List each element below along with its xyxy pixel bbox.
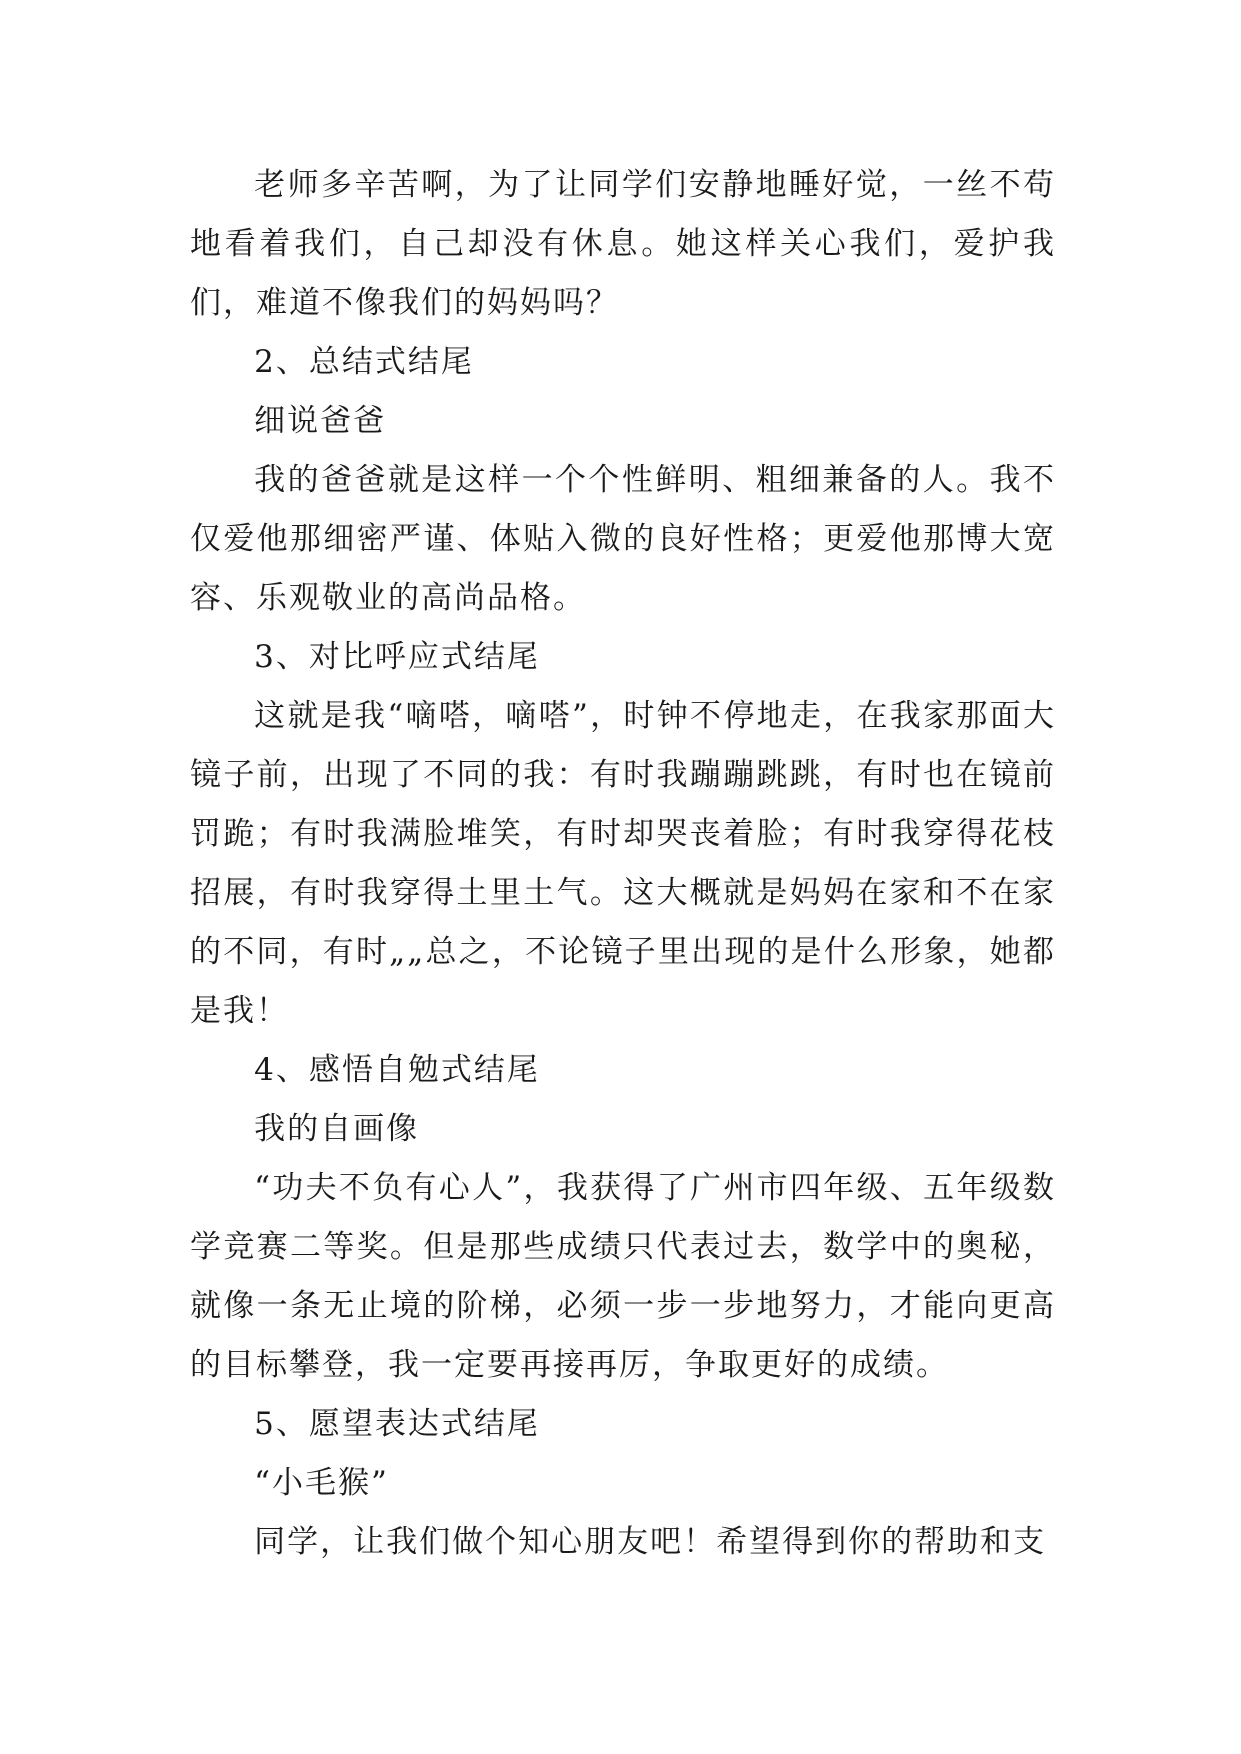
example-title-little-monkey: “小毛猴” — [254, 1465, 389, 1501]
paragraph-mirror: 这就是我“嘀嗒，嘀嗒”，时钟不停地走，在我家那面大镜子前，出现了不同的我：有时我蹦蹦跳跳，有时也在镜前罚跪；有时我满脸堆笑，有时却哭丧着脸；有时我穿得花枝招展，有时我穿得土里土气。这大概就是妈妈在家和不在家的不同，有时„„总之，不论镜子里出现的是什么形象，她都是我！ — [190, 698, 1056, 1029]
document-body — [190, 156, 1056, 1572]
paragraph-teacher: 老师多辛苦啊，为了让同学们安静地睡好觉，一丝不苟地看着我们，自己却没有休息。她这样关心我们，爱护我们，难道不像我们的妈妈吗？ — [190, 167, 1056, 321]
section-heading-wish-ending: 5、愿望表达式结尾 — [254, 1406, 540, 1442]
example-title-dad: 细说爸爸 — [254, 403, 387, 439]
paragraph-math-competition: “功夫不负有心人”，我获得了广州市四年级、五年级数学竞赛二等奖。但是那些成绩只代表过去，数学中的奥秘，就像一条无止境的阶梯，必须一步一步地努力，才能向更高的目标攀登，我一定要再接再厉，争取更好的成绩。 — [190, 1170, 1056, 1383]
section-heading-reflection-ending: 4、感悟自勉式结尾 — [254, 1052, 540, 1088]
section-heading-contrast-ending: 3、对比呼应式结尾 — [254, 639, 540, 675]
section-heading-summary-ending: 2、总结式结尾 — [254, 344, 474, 380]
paragraph-dad: 我的爸爸就是这样一个个性鲜明、粗细兼备的人。我不仅爱他那细密严谨、体贴入微的良好性格；更爱他那博大宽容、乐观敬业的高尚品格。 — [190, 462, 1056, 616]
paragraph-friend: 同学，让我们做个知心朋友吧！希望得到你的帮助和支 — [254, 1524, 1047, 1560]
example-title-self-portrait: 我的自画像 — [254, 1111, 420, 1147]
